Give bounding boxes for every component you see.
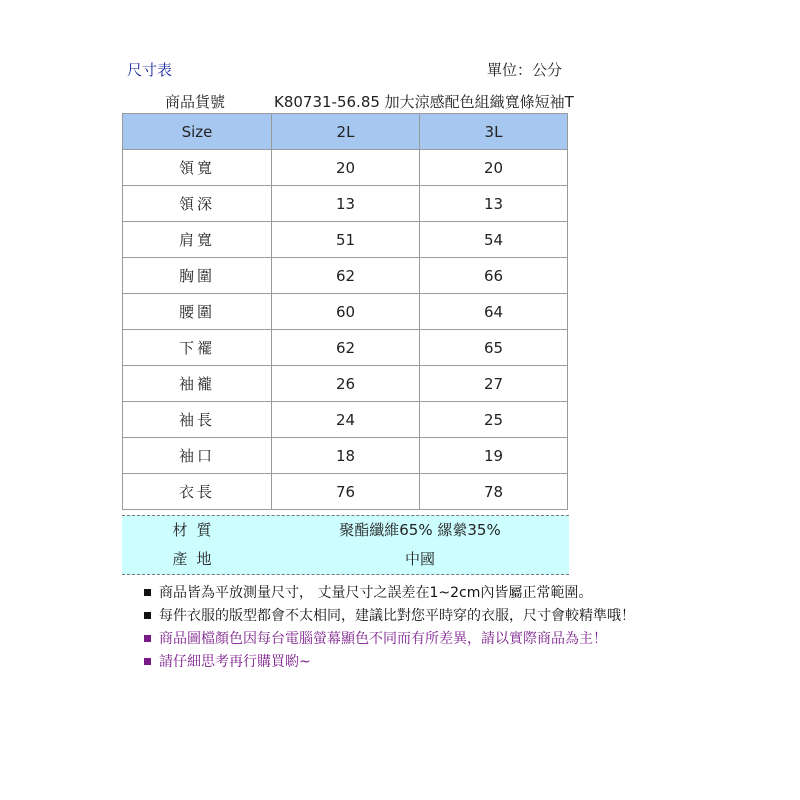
note-item xyxy=(140,651,635,674)
note-item xyxy=(140,582,635,605)
note-item xyxy=(140,605,635,628)
unit-label: 單位：公分 xyxy=(487,61,563,79)
row-label: 領深 xyxy=(123,186,272,222)
cell-3l: 78 xyxy=(420,474,568,510)
cell-2l: 24 xyxy=(272,402,420,438)
product-code-label: 商品貨號 xyxy=(165,93,226,111)
cell-2l: 13 xyxy=(272,186,420,222)
table-row xyxy=(123,366,568,402)
row-label: 衣長 xyxy=(123,474,272,510)
cell-3l: 65 xyxy=(420,330,568,366)
notes-list xyxy=(140,582,635,674)
material-value: 聚酯纖維65% 縲縈35% xyxy=(339,521,501,539)
cell-2l: 20 xyxy=(272,150,420,186)
row-label: 袖長 xyxy=(123,402,272,438)
bullet-square-icon xyxy=(144,658,151,665)
table-row xyxy=(123,438,568,474)
cell-3l: 25 xyxy=(420,402,568,438)
cell-3l: 19 xyxy=(420,438,568,474)
note-text: 商品圖檔顏色因每台電腦螢幕顯色不同而有所差異，請以實際商品為主！ xyxy=(159,631,607,647)
cell-2l: 62 xyxy=(272,330,420,366)
cell-2l: 76 xyxy=(272,474,420,510)
cell-2l: 60 xyxy=(272,294,420,330)
cell-3l: 54 xyxy=(420,222,568,258)
table-row xyxy=(123,294,568,330)
column-header-size: Size xyxy=(123,114,272,150)
table-row xyxy=(123,222,568,258)
column-header-2l: 2L xyxy=(272,114,420,150)
product-name: K80731-56.85 加大涼感配色組織寬條短袖T xyxy=(274,93,574,111)
row-label: 腰圍 xyxy=(123,294,272,330)
row-label: 下襬 xyxy=(123,330,272,366)
row-label: 袖口 xyxy=(123,438,272,474)
bullet-square-icon xyxy=(144,635,151,642)
note-text: 商品皆為平放測量尺寸， 丈量尺寸之誤差在1~2cm內皆屬正常範圍。 xyxy=(159,585,593,601)
bullet-square-icon xyxy=(144,612,151,619)
cell-3l: 66 xyxy=(420,258,568,294)
table-row xyxy=(123,258,568,294)
table-row xyxy=(123,150,568,186)
cell-3l: 13 xyxy=(420,186,568,222)
table-row xyxy=(123,474,568,510)
table-row xyxy=(123,402,568,438)
note-text: 每件衣服的版型都會不太相同，建議比對您平時穿的衣服，尺寸會較精準哦！ xyxy=(159,608,635,624)
page-title: 尺寸表 xyxy=(127,61,173,79)
cell-2l: 26 xyxy=(272,366,420,402)
note-item xyxy=(140,628,635,651)
table-row xyxy=(123,330,568,366)
row-label: 袖襱 xyxy=(123,366,272,402)
cell-2l: 51 xyxy=(272,222,420,258)
origin-label: 產地 xyxy=(172,550,221,568)
column-header-3l: 3L xyxy=(420,114,568,150)
row-label: 胸圍 xyxy=(123,258,272,294)
cell-2l: 18 xyxy=(272,438,420,474)
size-table xyxy=(122,113,568,510)
cell-3l: 64 xyxy=(420,294,568,330)
row-label: 領寬 xyxy=(123,150,272,186)
origin-row xyxy=(122,545,569,573)
cell-2l: 62 xyxy=(272,258,420,294)
note-text: 請仔細思考再行購買喲~ xyxy=(159,654,311,670)
bullet-square-icon xyxy=(144,589,151,596)
cell-3l: 20 xyxy=(420,150,568,186)
table-row xyxy=(123,186,568,222)
size-table-header xyxy=(123,114,568,150)
material-row xyxy=(122,516,569,544)
cell-3l: 27 xyxy=(420,366,568,402)
origin-value: 中國 xyxy=(404,550,435,568)
material-box xyxy=(122,515,569,575)
material-label: 材質 xyxy=(172,521,221,539)
row-label: 肩寬 xyxy=(123,222,272,258)
product-info xyxy=(122,91,582,113)
